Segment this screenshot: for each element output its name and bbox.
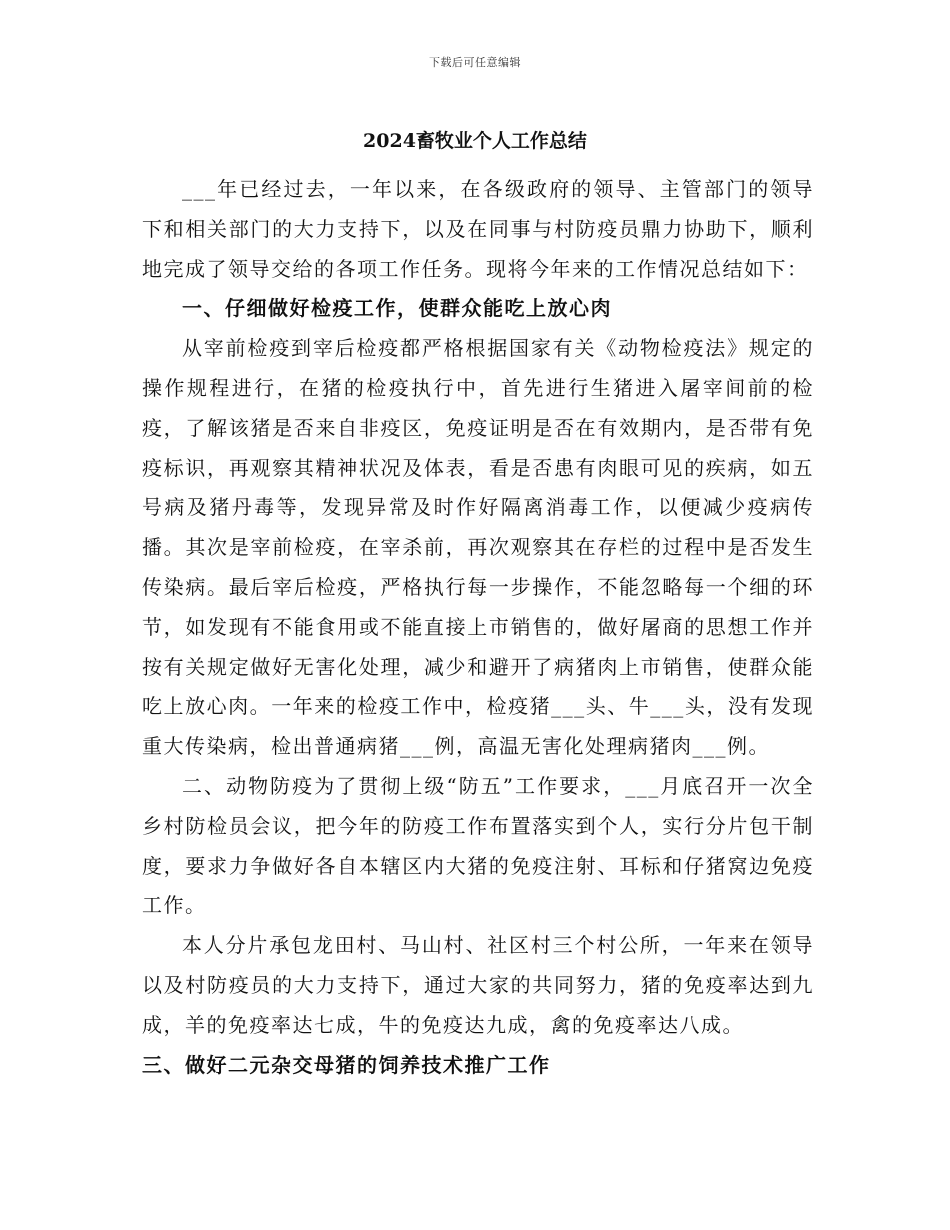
section-heading-1: 一、仔细做好检疫工作，使群众能吃上放心肉 [182,296,612,321]
inspection-paragraph: 从宰前检疫到宰后检疫都严格根据国家有关《动物检疫法》规定的操作规程进行，在猪的检疫执行中，首先进行生猪进入屠宰间前的检疫，了解该猪是否来自非疫区，免疫证明是否在有效期内，是否带有免疫标识，再观察其精神状况及体表，看是否患有肉眼可见的疾病，如五号病及猪丹毒等，发现异常及时作好隔离消毒工作，以便减少疫病传播。其次是宰前检疫，在宰杀前，再次观察其在存栏的过程中是否发生传染病。最后宰后检疫，严格执行每一步操作，不能忽略每一个细的环节，如发现有不能食用或不能直接上市销售的，做好屠商的思想工作并按有关规定做好无害化处理，减少和避开了病猪肉上市销售，使群众能吃上放心肉。一年来的检疫工作中，检疫猪___头、牛___头，没有发现重大传染病，检出普通病猪___例，高温无害化处理病猪肉___例。 [142,336,814,759]
header-note: 下载后可任意编辑 [429,56,521,69]
document-body [142,170,814,1085]
village-coverage-paragraph: 本人分片承包龙田村、马山村、社区村三个村公所，一年来在领导以及村防疫员的大力支持下，通过大家的共同努力，猪的免疫率达到九成，羊的免疫率达七成，牛的免疫达九成，禽的免疫率达八成。 [142,933,814,1037]
intro-paragraph: ___年已经过去，一年以来，在各级政府的领导、主管部门的领导下和相关部门的大力支持下，以及在同事与村防疫员鼎力协助下，顺利地完成了领导交给的各项工作任务。现将今年来的工作情况总结如下： [142,177,814,281]
document-title: 2024畜牧业个人工作总结 [363,130,587,152]
epidemic-prevention-paragraph: 二、动物防疫为了贯彻上级“防五”工作要求，___月底召开一次全乡村防检员会议，把今年的防疫工作布置落实到个人，实行分片包干制度，要求力争做好各自本辖区内大猪的免疫注射、耳标和仔猪窝边免疫工作。 [142,773,814,918]
section-heading-3: 三、做好二元杂交母猪的饲养技术推广工作 [142,1052,551,1077]
